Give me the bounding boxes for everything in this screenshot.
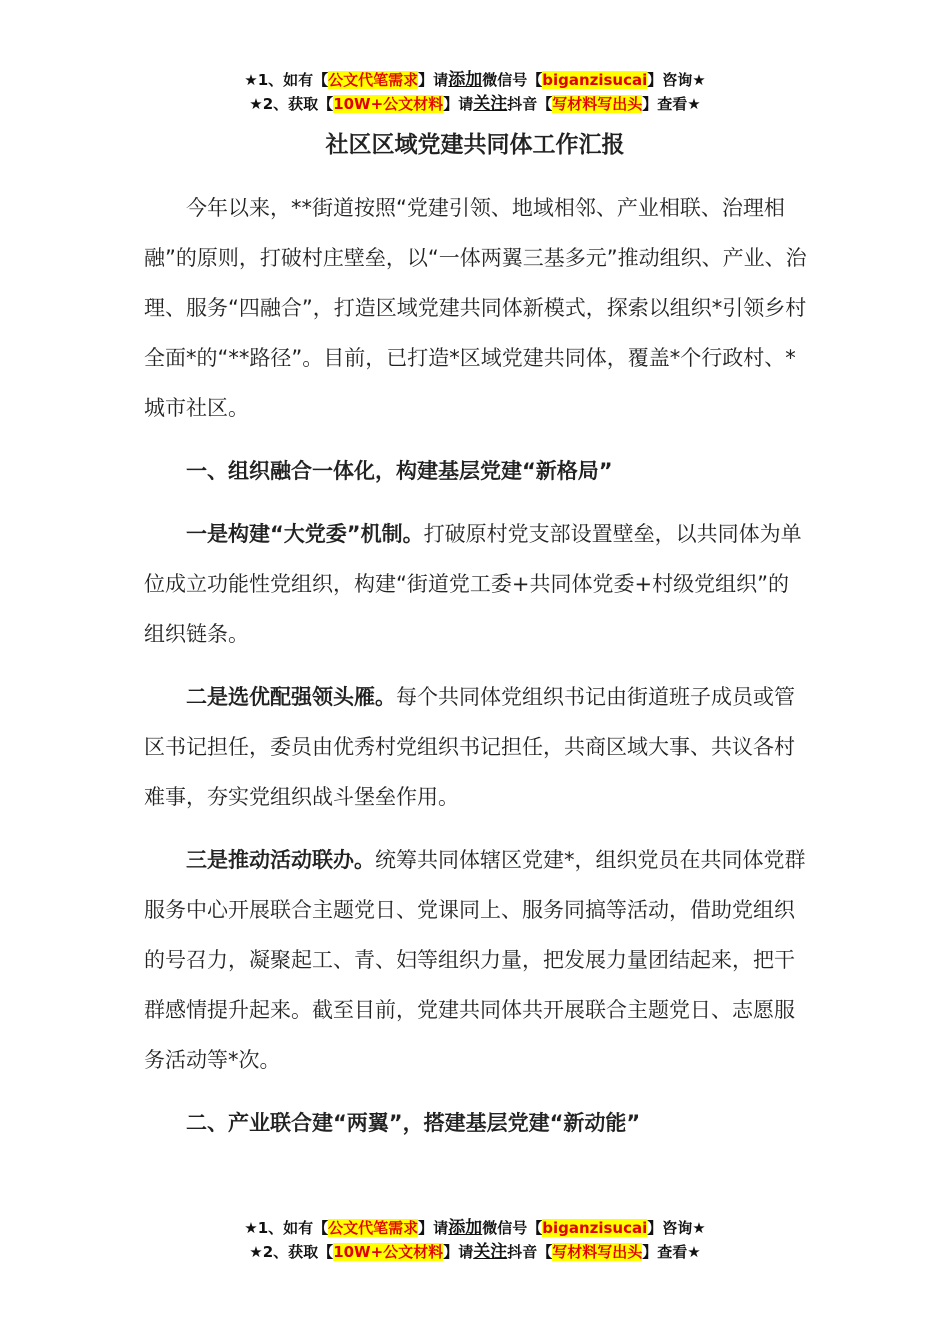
star-icon: ★ (687, 95, 701, 113)
item-lead: 三是推动活动联办。 (186, 848, 375, 872)
star-icon: ★ (249, 1243, 263, 1261)
star-icon: ★ (687, 1243, 701, 1261)
highlight-materials: 10W+公文材料 (333, 1243, 444, 1261)
header-banner (0, 68, 950, 116)
item-paragraph-2 (144, 672, 808, 822)
wechat-id: biganzisucai (542, 1219, 648, 1237)
star-icon: ★ (244, 1219, 258, 1237)
star-icon: ★ (692, 71, 706, 89)
emphasis-follow: 关注 (473, 94, 508, 114)
section-heading-1: 一、组织融合一体化，构建基层党建“新格局” (186, 459, 613, 483)
item-paragraph-3 (144, 835, 808, 1085)
footer-banner (0, 1216, 950, 1264)
highlight-service: 公文代笔需求 (328, 71, 419, 89)
section-heading-2: 二、产业联合建“两翼”，搭建基层党建“新动能” (186, 1111, 641, 1135)
douyin-account: 写材料写出头 (552, 95, 643, 113)
item-lead: 二是选优配强领头雁。 (186, 685, 396, 709)
item-lead: 一是构建“大党委”机制。 (186, 522, 424, 546)
document-body (144, 183, 808, 1161)
star-icon: ★ (692, 1219, 706, 1237)
emphasis-add: 添加 (448, 70, 483, 90)
wechat-id: biganzisucai (542, 71, 648, 89)
emphasis-follow: 关注 (473, 1242, 508, 1262)
highlight-service: 公文代笔需求 (328, 1219, 419, 1237)
document-title: 社区区域党建共同体工作汇报 (325, 132, 625, 158)
banner-line-1: ★1、如有【公文代笔需求】请添加微信号【biganzisucai】咨询★ (244, 70, 706, 90)
banner-line-2: ★2、获取【10W+公文材料】请关注抖音【写材料写出头】查看★ (249, 1242, 701, 1262)
douyin-account: 写材料写出头 (552, 1243, 643, 1261)
banner-line-2: ★2、获取【10W+公文材料】请关注抖音【写材料写出头】查看★ (249, 94, 701, 114)
banner-line-1: ★1、如有【公文代笔需求】请添加微信号【biganzisucai】咨询★ (244, 1218, 706, 1238)
star-icon: ★ (244, 71, 258, 89)
highlight-materials: 10W+公文材料 (333, 95, 444, 113)
emphasis-add: 添加 (448, 1218, 483, 1238)
item-paragraph-1 (144, 509, 808, 659)
item-text: 统筹共同体辖区党建*，组织党员在共同体党群服务中心开展联合主题党日、党课同上、服务同搞等活动，借助党组织的号召力，凝聚起工、青、妇等组织力量，把发展力量团结起来，把干群感情提升起来。截至目前，党建共同体共开展联合主题党日、志愿服务活动等*次。 (144, 848, 806, 1072)
intro-paragraph: 今年以来，**街道按照“党建引领、地域相邻、产业相联、治理相融”的原则，打破村庄壁垒，以“一体两翼三基多元”推动组织、产业、治理、服务“四融合”，打造区域党建共同体新模式，探索以组织*引领乡村全面*的“**路径”。目前，已打造*区域党建共同体，覆盖*个行政村、*城市社区。 (144, 196, 807, 420)
item-text: 每个共同体党组织书记由街道班子成员或管区书记担任，委员由优秀村党组织书记担任，共商区域大事、共议各村难事，夯实党组织战斗堡垒作用。 (144, 685, 795, 809)
item-text: 打破原村党支部设置壁垒，以共同体为单位成立功能性党组织，构建“街道党工委+共同体党委+村级党组织”的组织链条。 (144, 522, 802, 646)
star-icon: ★ (249, 95, 263, 113)
